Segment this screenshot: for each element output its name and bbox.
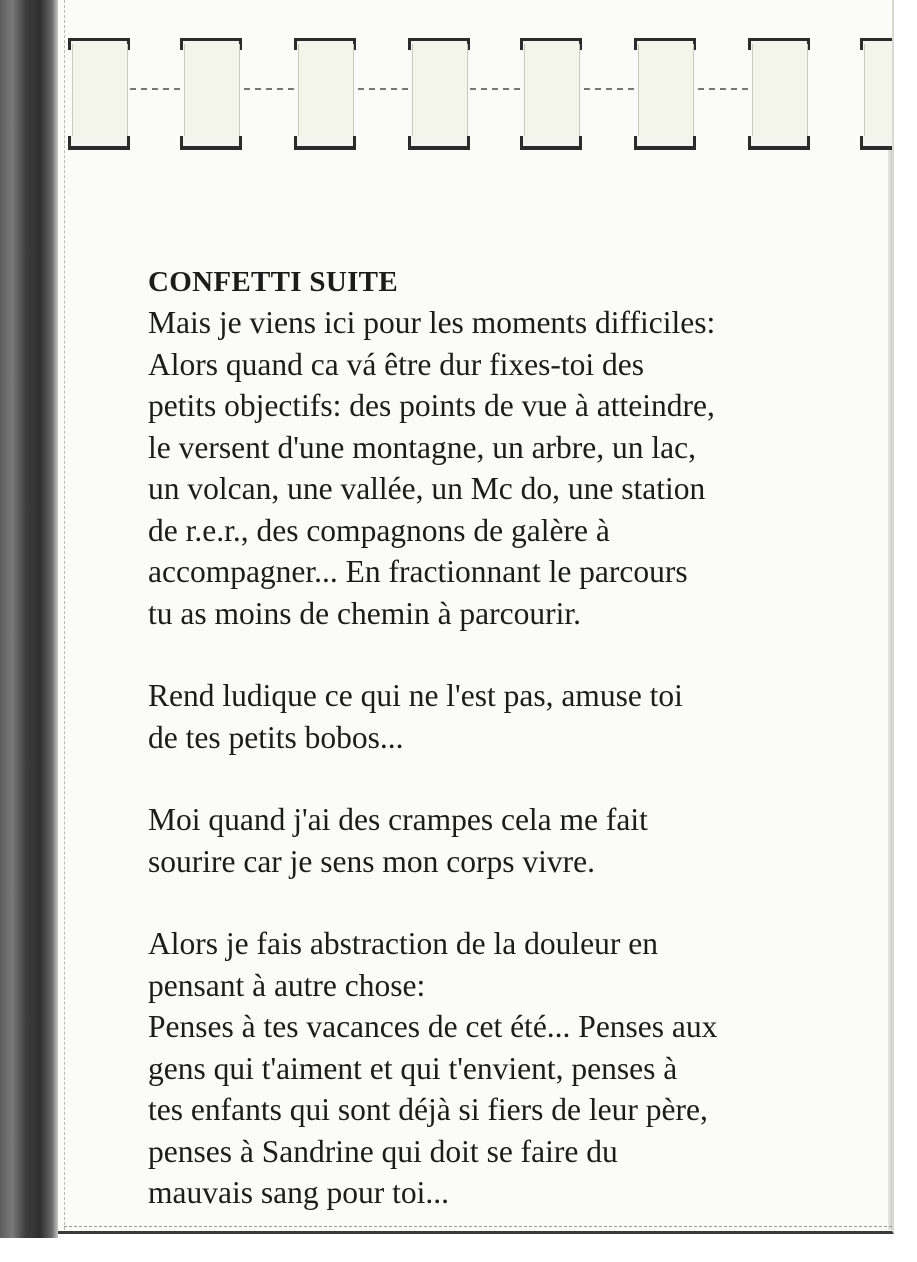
page-bottom-edge <box>64 1226 892 1227</box>
text-line: Moi quand j'ai des crampes cela me fait <box>148 802 648 837</box>
text-line: Mais je viens ici pour les moments difficiles: <box>148 305 716 340</box>
page-text <box>148 262 848 1214</box>
binding-ring <box>634 30 700 154</box>
binding-ring <box>520 30 586 154</box>
page-left-edge <box>64 0 65 1230</box>
text-line: petits objectifs: des points de vue à atteindre, <box>148 388 715 423</box>
binding-ring <box>408 30 474 154</box>
scan-margin <box>0 1238 917 1262</box>
text-line: mauvais sang pour toi... <box>148 1175 449 1210</box>
text-line: pensant à autre chose: <box>148 967 426 1003</box>
text-line: Rend ludique ce qui ne l'est pas, amuse toi <box>148 678 683 713</box>
page-right-edge <box>888 150 892 1230</box>
paragraph-4 <box>148 923 848 1214</box>
text-line: un volcan, une vallée, un Mc do, une station <box>148 471 706 506</box>
text-line: gens qui t'aiment et qui t'envient, penses à <box>148 1050 678 1086</box>
text-line: Alors quand ca vá être dur fixes-toi des <box>148 346 644 382</box>
text-line: accompagner... En fractionnant le parcours <box>148 554 688 589</box>
binding-shadow <box>0 0 58 1238</box>
binding-ring <box>180 30 246 154</box>
text-line: sourire car je sens mon corps vivre. <box>148 843 595 879</box>
text-line: tu as moins de chemin à parcourir. <box>148 595 582 631</box>
text-line: Penses à tes vacances de cet été... Penses aux <box>148 1009 718 1044</box>
binding-ring <box>68 30 134 154</box>
paragraph-2 <box>148 675 848 758</box>
text-line: le versent d'une montagne, un arbre, un lac, <box>148 429 696 465</box>
text-line: de r.e.r., des compagnons de galère à <box>148 512 610 548</box>
page-heading: CONFETTI SUITE <box>148 266 398 298</box>
text-line: tes enfants qui sont déjà si fiers de leur père, <box>148 1092 708 1127</box>
binding-ring <box>860 30 892 154</box>
comb-binding <box>64 30 892 156</box>
paragraph-3 <box>148 799 848 882</box>
text-line: de tes petits bobos... <box>148 719 404 755</box>
text-line: Alors je fais abstraction de la douleur en <box>148 926 658 961</box>
paragraph-1 <box>148 302 848 634</box>
binding-ring <box>294 30 360 154</box>
binding-ring <box>748 30 814 154</box>
text-line: penses à Sandrine qui doit se faire du <box>148 1133 618 1169</box>
